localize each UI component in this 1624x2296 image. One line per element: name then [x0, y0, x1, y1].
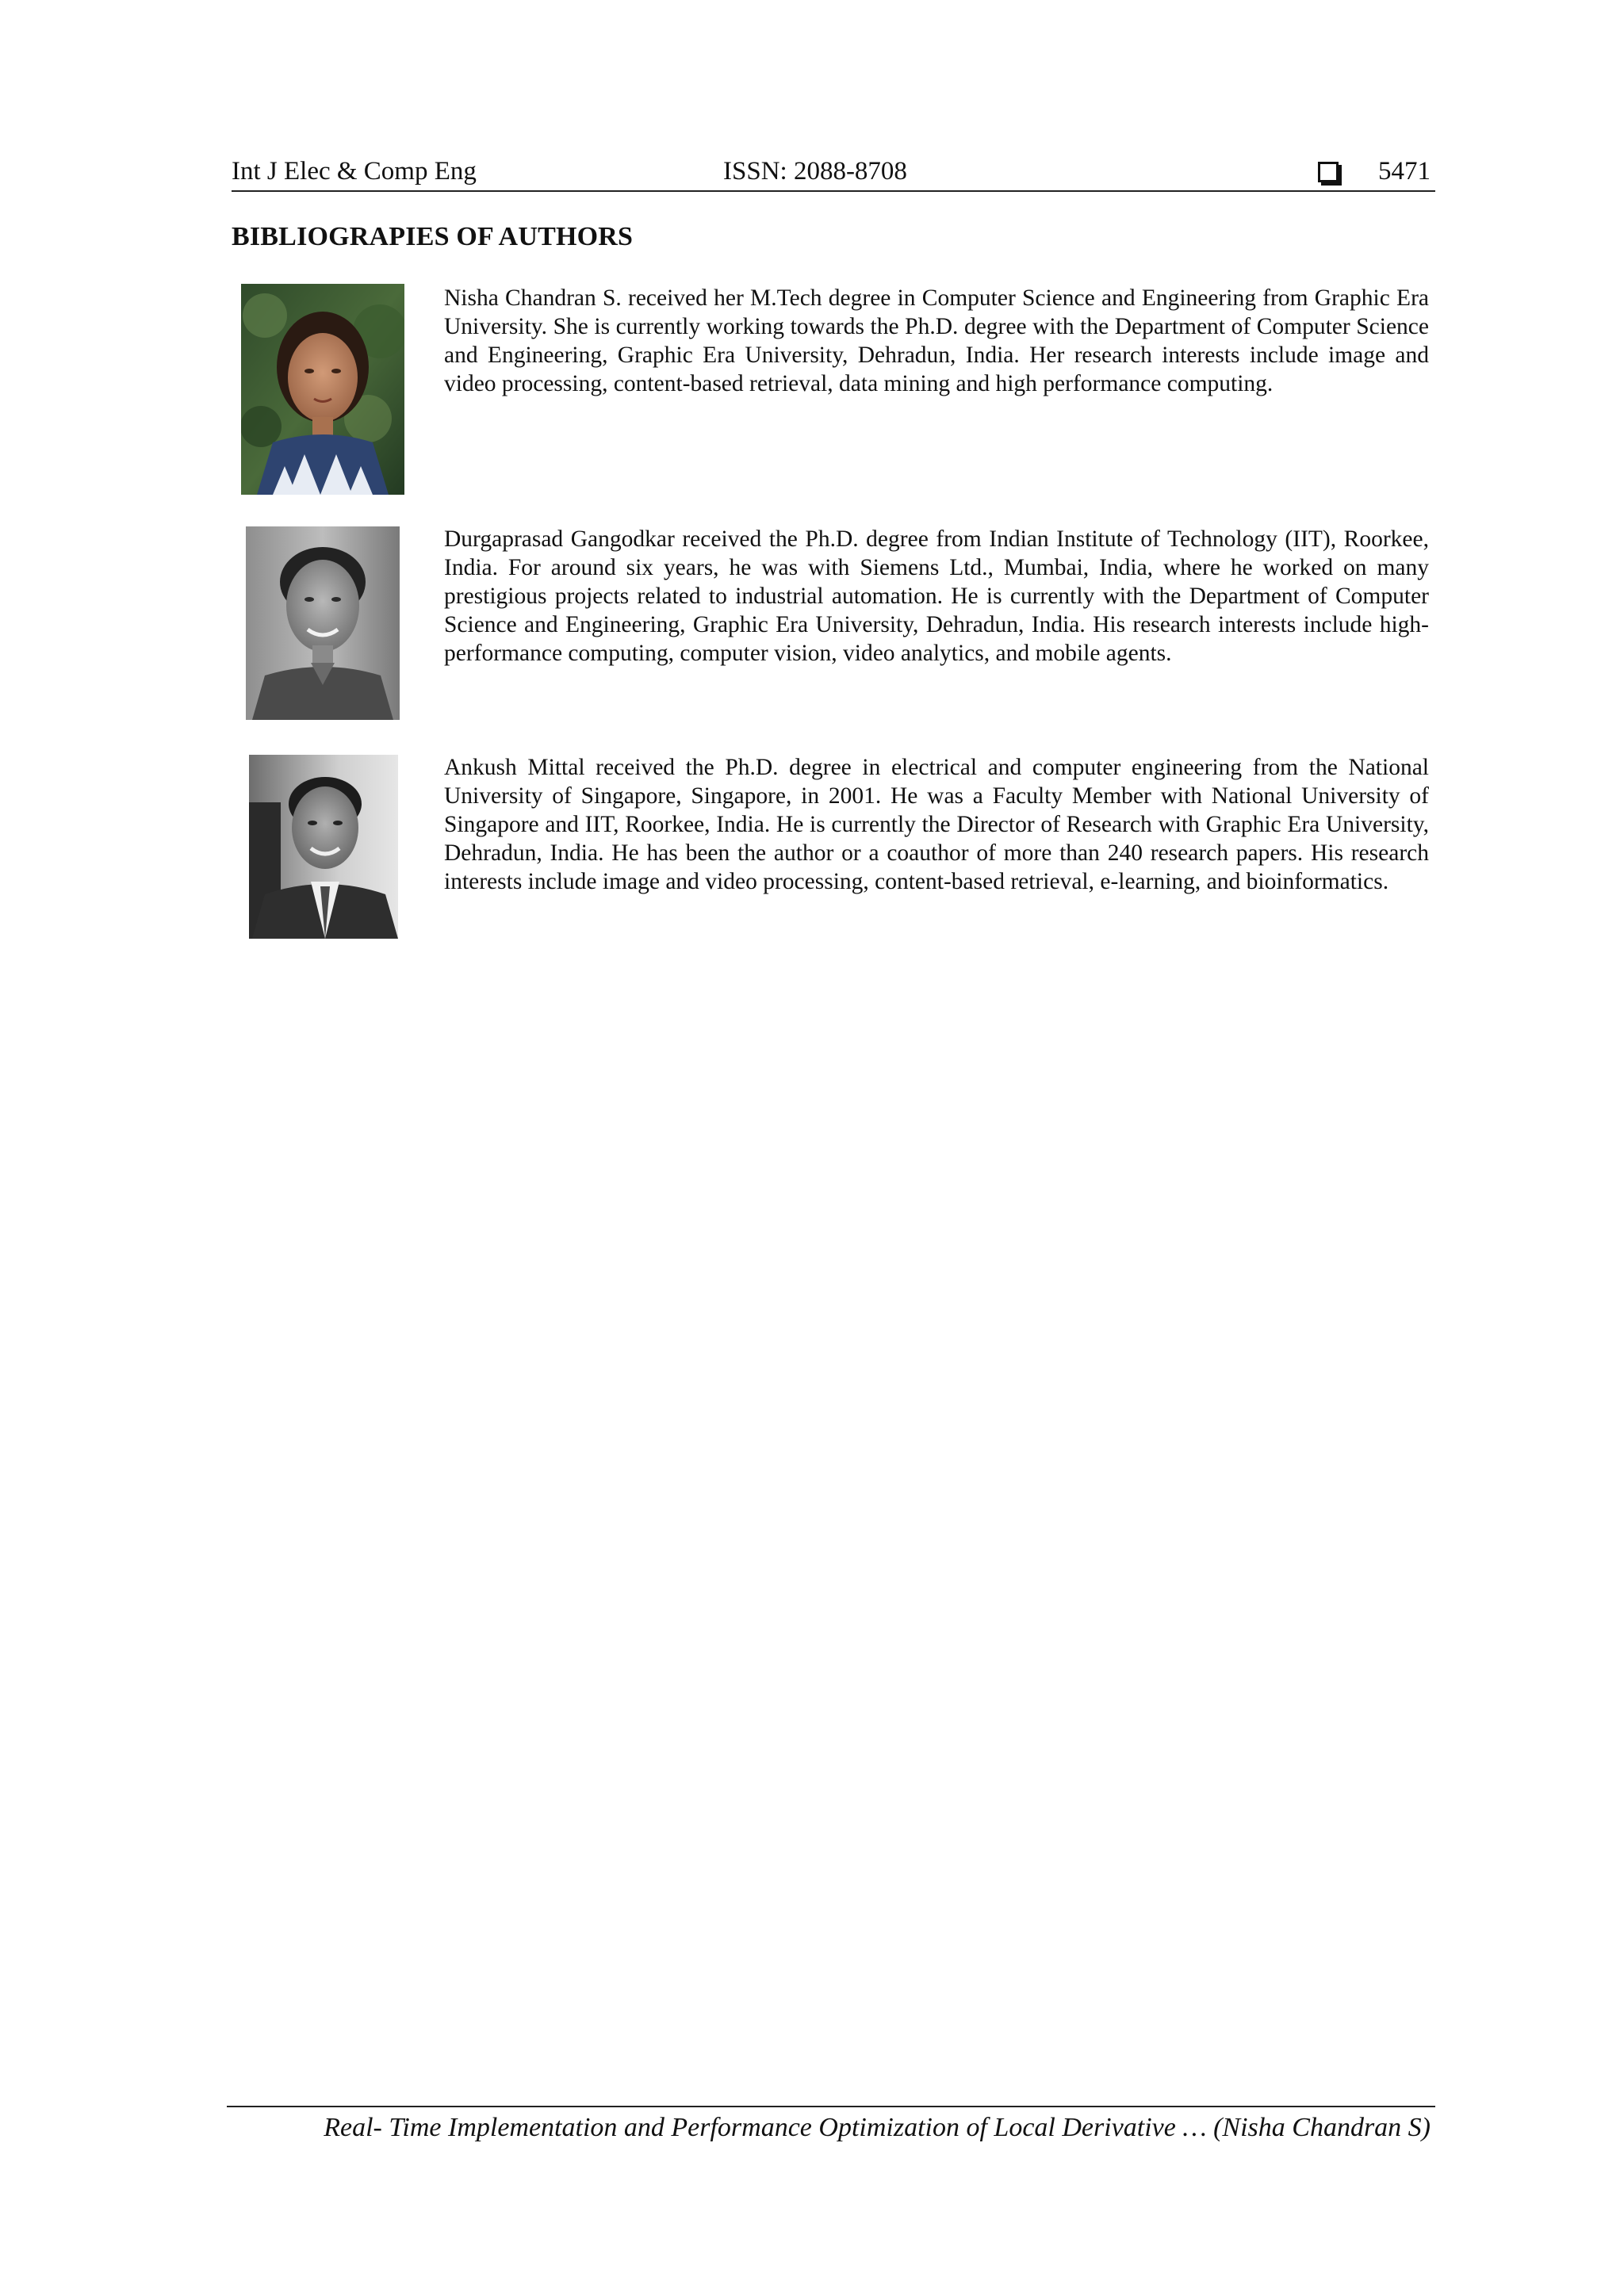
journal-name: Int J Elec & Comp Eng [232, 157, 477, 186]
author-photo [246, 526, 400, 720]
author-bio: Durgaprasad Gangodkar received the Ph.D. degree from Indian Institute of Technology (IIT), Roorkee, India. For around six years, he was with Siemens Ltd., Mumbai, India, where he worked on many prestigious projects related to industrial automation. He is currently with the Department of Computer Science and Engineering, Graphic Era University, Dehradun, India. His research interests include high-performance computing, computer vision, video analytics, and mobile agents. [444, 526, 1429, 666]
square-box-icon [1318, 162, 1339, 182]
running-title: Real- Time Implementation and Performance Optimization of Local Derivative … (Nisha Chandran S) [324, 2113, 1431, 2142]
running-footer [227, 2106, 1435, 2145]
author-photo [241, 284, 404, 495]
author-photo [249, 755, 398, 939]
section-heading: BIBLIOGRAPIES OF AUTHORS [232, 222, 634, 251]
page-number: 5471 [1378, 157, 1431, 186]
author-bio: Ankush Mittal received the Ph.D. degree in electrical and computer engineering from the National University of Singapore, Singapore, in 2001. He was a Faculty Member with National University of Singapore and IIT, Roorkee, India. He is currently the Director of Research with Graphic Era University, Dehradun, India. He has been the author or a coauthor of more than 240 research papers. His research interests include image and video processing, content-based retrieval, e-learning, and bioinformatics. [444, 755, 1429, 894]
running-header [232, 152, 1435, 192]
issn-number: ISSN: 2088-8708 [723, 157, 907, 186]
author-bio: Nisha Chandran S. received her M.Tech degree in Computer Science and Engineering from Graphic Era University. She is currently working towards the Ph.D. degree with the Department of Computer Science and Engineering, Graphic Era University, Dehradun, India. Her research interests include image and video processing, content-based retrieval, data mining and high performance computing. [444, 285, 1429, 396]
